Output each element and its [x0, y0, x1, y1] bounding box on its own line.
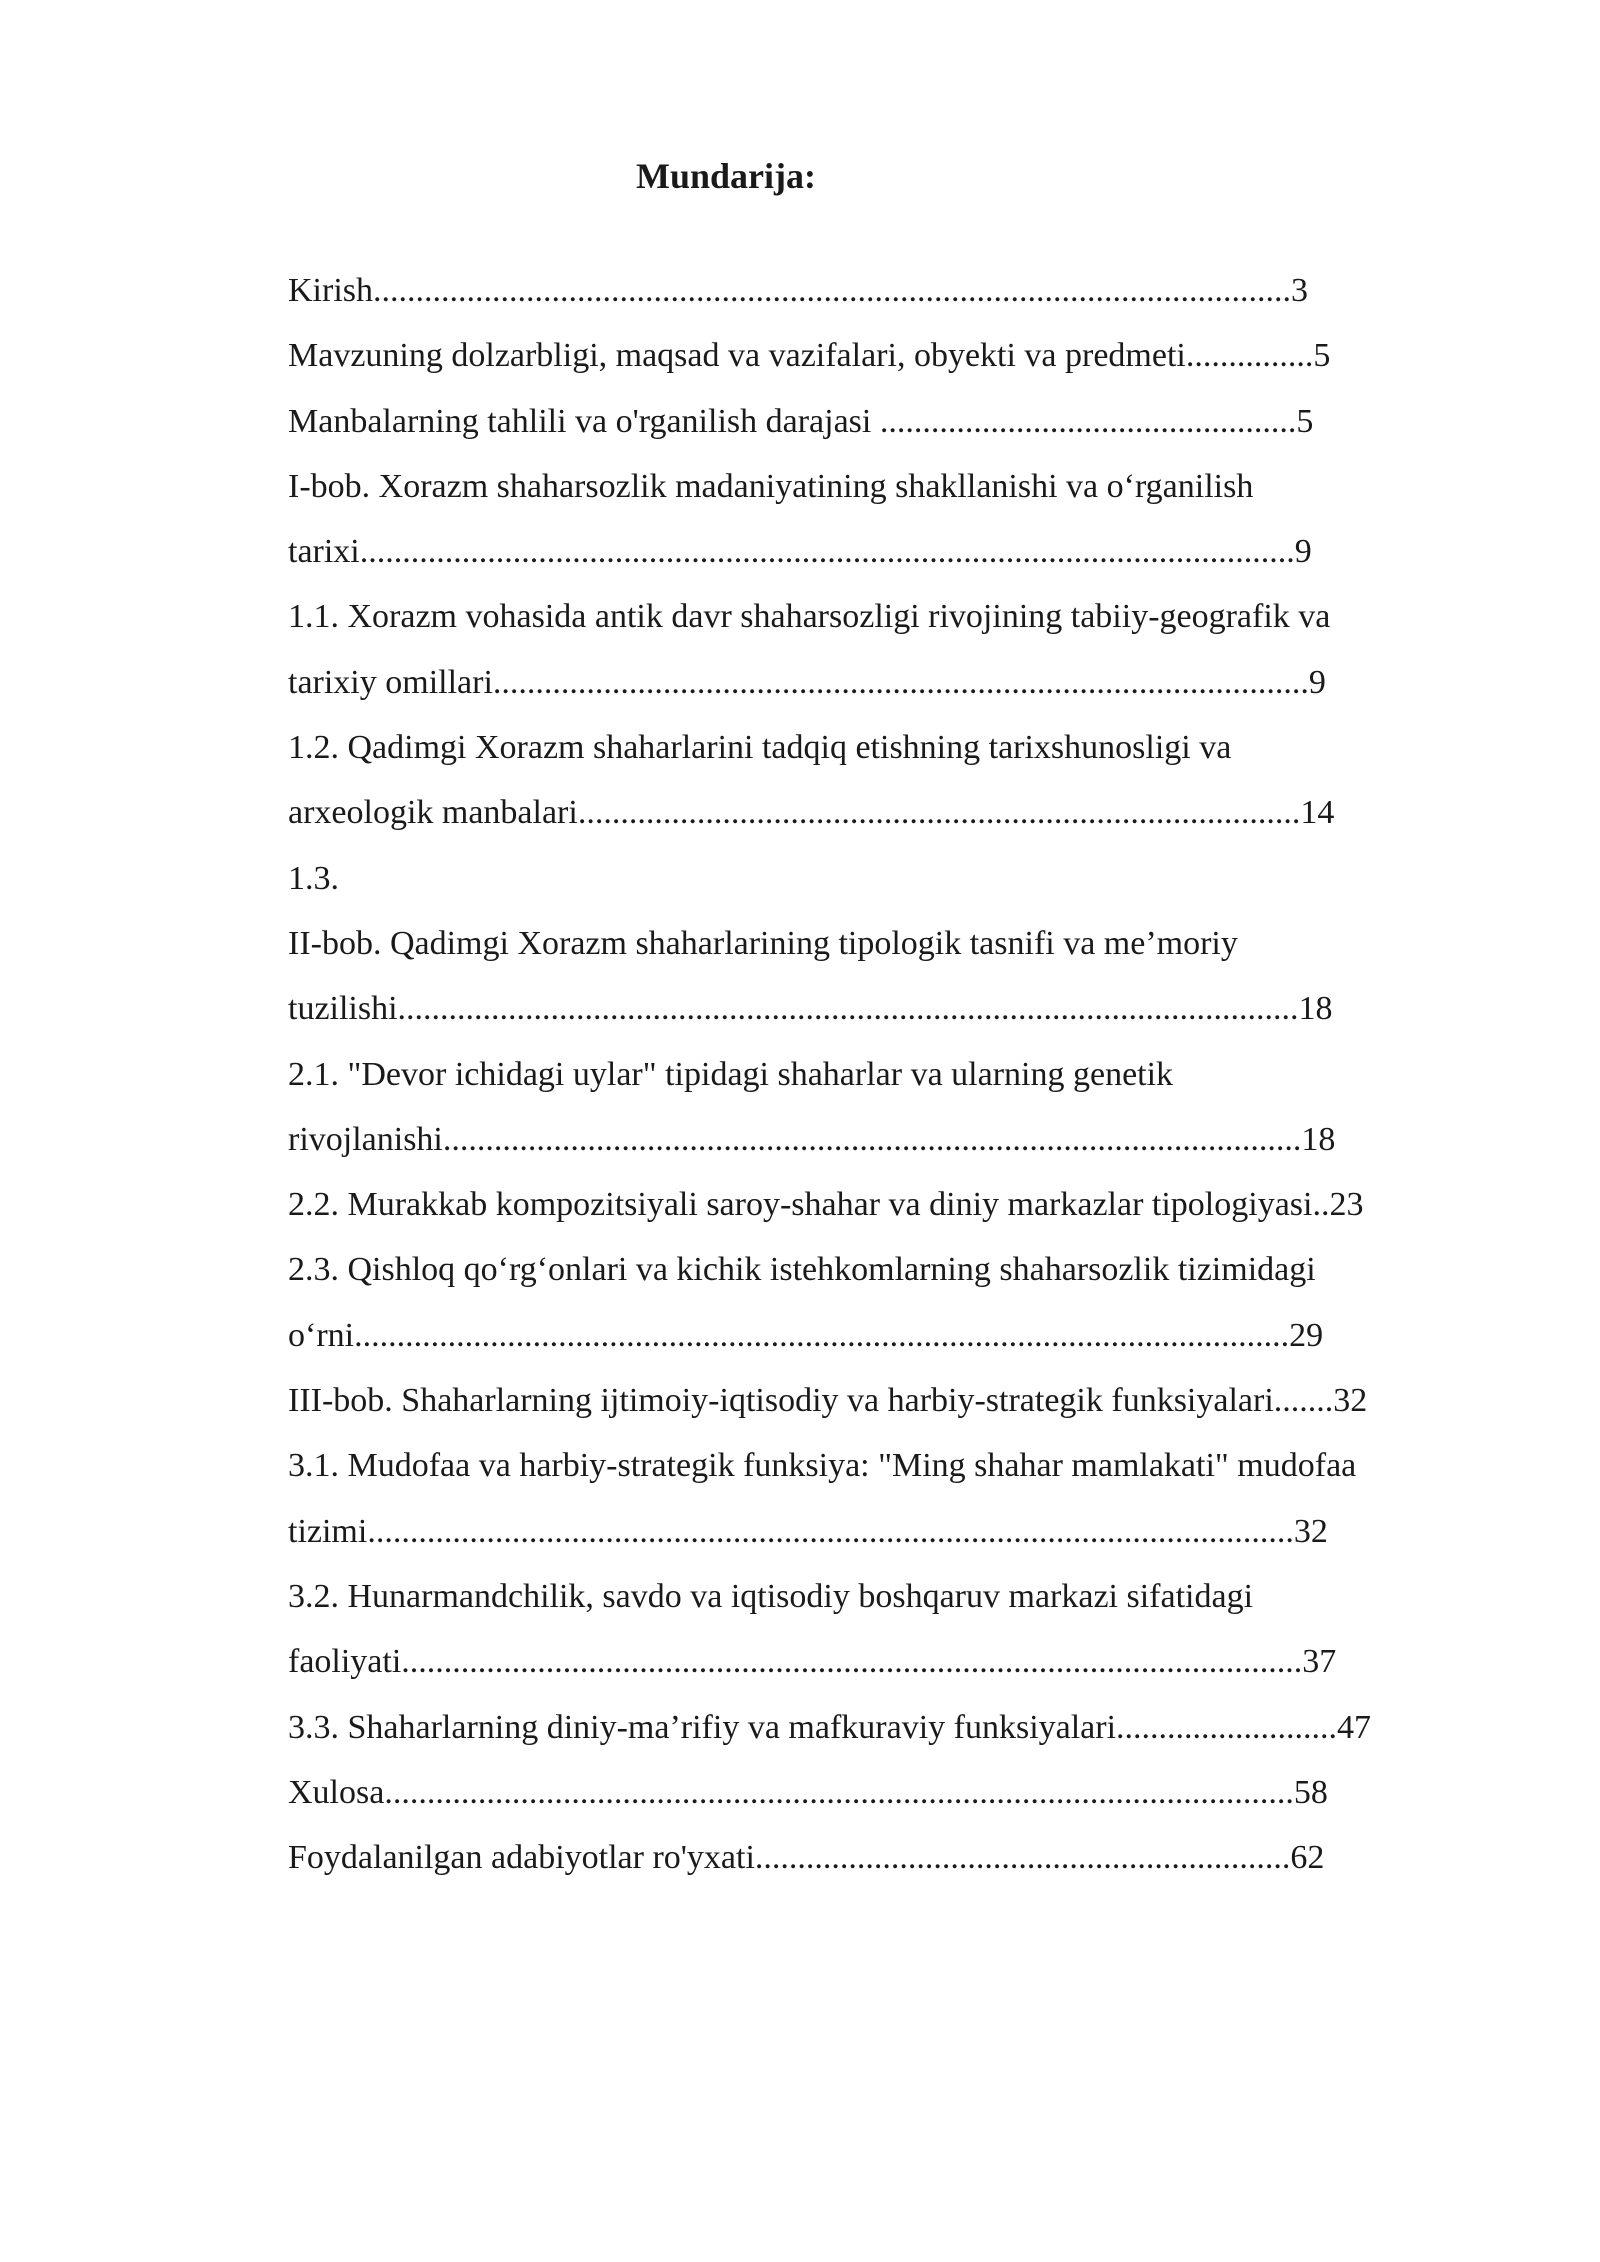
- toc-line: tarixi..............................................................................................................9: [288, 533, 1312, 571]
- toc-line: rivojlanishi.....................................................................................................18: [288, 1120, 1336, 1158]
- toc-line: 2.3. Qishloq qo‘rg‘onlari va kichik istehkomlarning shaharsozlik tizimidagi: [288, 1251, 1316, 1289]
- toc-line: faoliyati..........................................................................................................37: [288, 1643, 1337, 1681]
- toc-line: III-bob. Shaharlarning ijtimoiy-iqtisodiy va harbiy-strategik funksiyalari.......32: [288, 1382, 1368, 1420]
- toc-line: 3.1. Mudofaa va harbiy-strategik funksiya: "Ming shahar mamlakati" mudofaa: [288, 1447, 1357, 1485]
- toc-line: 3.2. Hunarmandchilik, savdo va iqtisodiy boshqaruv markazi sifatidagi: [288, 1577, 1254, 1615]
- toc-line: I-bob. Xorazm shaharsozlik madaniyatining shakllanishi va o‘rganilish: [288, 467, 1254, 505]
- toc-title: Mundarija:: [636, 156, 816, 196]
- toc-line: Manbalarning tahlili va o'rganilish darajasi .................................................5: [288, 402, 1314, 440]
- toc-line: Foydalanilgan adabiyotlar ro'yxati...............................................................62: [288, 1839, 1325, 1877]
- toc-line: 3.3. Shaharlarning diniy-ma’rifiy va mafkuraviy funksiyalari..........................47: [288, 1708, 1372, 1746]
- toc-line: Kirish............................................................................................................3: [288, 272, 1308, 309]
- toc-line: 2.2. Murakkab kompozitsiyali saroy-shahar va diniy markazlar tipologiyasi..23: [288, 1186, 1364, 1224]
- toc-line: 1.1. Xorazm vohasida antik davr shaharsozligi rivojining tabiiy-geografik va: [288, 598, 1331, 636]
- toc-line: Xulosa...........................................................................................................58: [288, 1773, 1328, 1811]
- toc-line: 1.2. Qadimgi Xorazm shaharlarini tadqiq etishning tarixshunosligi va: [288, 729, 1232, 767]
- toc-line: o‘rni..............................................................................................................29: [288, 1316, 1324, 1354]
- toc-line: tarixiy omillari................................................................................................9: [288, 663, 1326, 701]
- toc-line: arxeologik manbalari.....................................................................................14: [288, 794, 1335, 832]
- toc-line: Mavzuning dolzarbligi, maqsad va vazifalari, obyekti va predmeti...............5: [288, 337, 1331, 375]
- toc-line: tuzilishi..........................................................................................................18: [288, 990, 1333, 1028]
- toc-line: 1.3.: [288, 859, 339, 897]
- toc-line: tizimi.............................................................................................................32: [288, 1512, 1328, 1550]
- toc-line: 2.1. "Devor ichidagi uylar" tipidagi shaharlar va ularning genetik: [288, 1055, 1174, 1093]
- toc-list: [288, 258, 1508, 1890]
- toc-line: II-bob. Qadimgi Xorazm shaharlarining tipologik tasnifi va me’moriy: [288, 924, 1238, 962]
